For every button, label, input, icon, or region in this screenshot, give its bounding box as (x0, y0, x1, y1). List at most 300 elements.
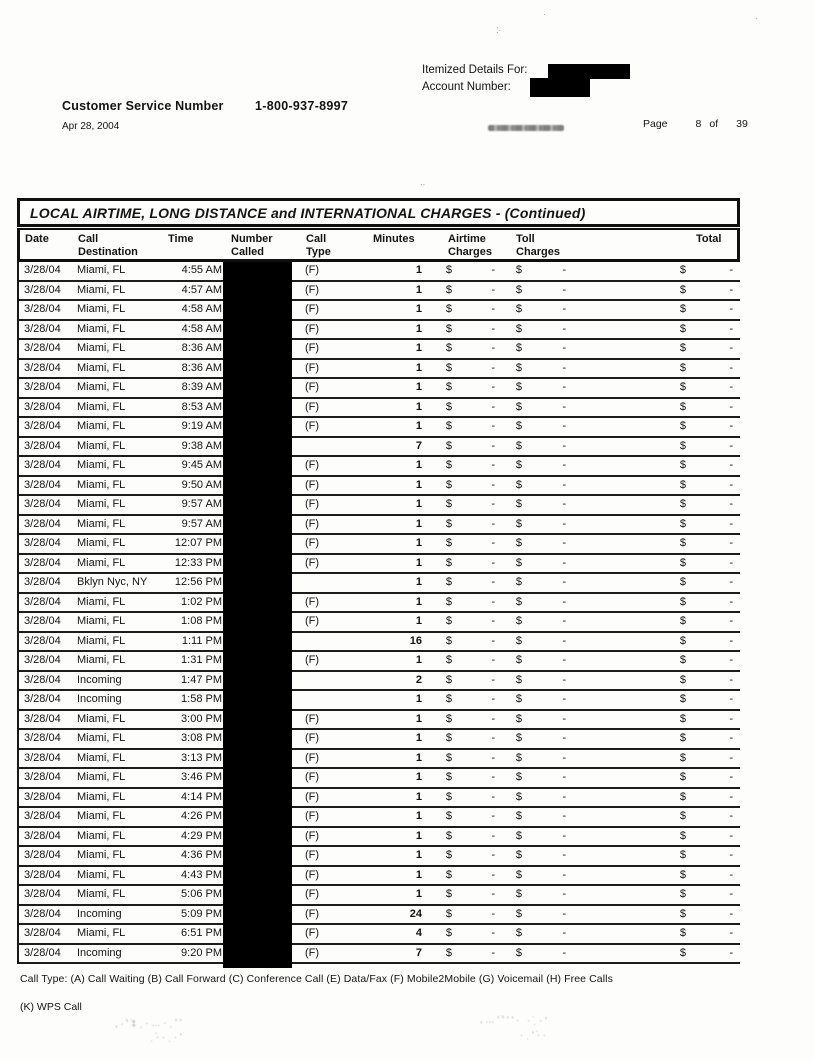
cell-time: 9:50 AM (181, 478, 222, 491)
cell-airtime-currency: $ (445, 712, 452, 725)
cell-toll-currency: $ (515, 946, 522, 959)
call-record-row (19, 360, 740, 380)
cell-airtime-currency: $ (445, 459, 452, 472)
cell-call-type: (F) (305, 595, 320, 608)
cell-toll-charge: - (562, 439, 566, 452)
cell-call-destination: Miami, FL (77, 439, 126, 452)
cell-toll-currency: $ (515, 361, 522, 374)
cell-time: 12:56 PM (174, 576, 222, 589)
cell-minutes: 1 (415, 283, 422, 296)
cell-date: 3/28/04 (24, 322, 61, 335)
cell-minutes: 1 (415, 712, 422, 725)
cell-airtime-charge: - (491, 790, 495, 803)
cell-toll-charge: - (562, 361, 566, 374)
call-record-row (19, 516, 740, 536)
cell-total-currency: $ (679, 829, 686, 842)
cell-call-type: (F) (305, 264, 320, 277)
cell-time: 1:08 PM (181, 615, 222, 628)
cell-call-destination: Miami, FL (77, 634, 126, 647)
cell-date: 3/28/04 (24, 400, 61, 413)
cell-date: 3/28/04 (24, 342, 61, 355)
cell-time: 4:14 PM (181, 790, 222, 803)
cell-time: 4:43 PM (181, 868, 222, 881)
cell-total-charge: - (729, 946, 733, 959)
cell-call-destination: Miami, FL (77, 478, 126, 491)
cell-airtime-charge: - (491, 283, 495, 296)
cell-call-destination: Miami, FL (77, 868, 126, 881)
cell-airtime-charge: - (491, 712, 495, 725)
cell-total-currency: $ (679, 361, 686, 374)
table-rows (17, 262, 740, 964)
call-record-row (19, 379, 740, 399)
cell-time: 3:08 PM (181, 732, 222, 745)
cell-call-destination: Miami, FL (77, 615, 126, 628)
cell-airtime-currency: $ (445, 732, 452, 745)
cell-call-destination: Miami, FL (77, 732, 126, 745)
cell-toll-currency: $ (515, 634, 522, 647)
cell-time: 8:53 AM (181, 400, 222, 413)
cell-airtime-charge: - (491, 264, 495, 277)
cell-total-currency: $ (679, 634, 686, 647)
cell-date: 3/28/04 (24, 712, 61, 725)
cell-call-destination: Miami, FL (77, 381, 126, 394)
call-record-row (19, 652, 740, 672)
cell-minutes: 1 (415, 556, 422, 569)
cell-airtime-charge: - (491, 634, 495, 647)
cell-toll-charge: - (562, 459, 566, 472)
cell-toll-charge: - (562, 771, 566, 784)
cell-date: 3/28/04 (24, 693, 61, 706)
cell-total-currency: $ (679, 420, 686, 433)
cell-call-type: (F) (305, 907, 320, 920)
cell-airtime-charge: - (491, 771, 495, 784)
cell-time: 4:55 AM (181, 264, 222, 277)
cell-airtime-currency: $ (445, 498, 452, 511)
cell-time: 9:45 AM (181, 459, 222, 472)
cell-toll-charge: - (562, 615, 566, 628)
cell-call-destination: Incoming (77, 693, 122, 706)
cell-airtime-charge: - (491, 732, 495, 745)
cell-total-charge: - (729, 771, 733, 784)
cell-call-type: (F) (305, 712, 320, 725)
cell-total-charge: - (729, 615, 733, 628)
cell-toll-charge: - (562, 673, 566, 686)
cell-time: 4:58 AM (181, 303, 222, 316)
cell-call-type: (F) (305, 420, 320, 433)
cell-time: 3:13 PM (181, 751, 222, 764)
cell-total-charge: - (729, 498, 733, 511)
cell-airtime-charge: - (491, 517, 495, 530)
cell-time: 4:36 PM (181, 849, 222, 862)
cell-airtime-charge: - (491, 888, 495, 901)
cell-total-charge: - (729, 751, 733, 764)
cell-toll-currency: $ (515, 927, 522, 940)
call-record-row (19, 808, 740, 828)
cell-time: 8:36 AM (181, 342, 222, 355)
cell-call-type: (F) (305, 498, 320, 511)
cell-airtime-charge: - (491, 615, 495, 628)
cell-time: 1:47 PM (181, 673, 222, 686)
cell-toll-charge: - (562, 576, 566, 589)
cell-airtime-charge: - (491, 420, 495, 433)
cell-toll-charge: - (562, 342, 566, 355)
cell-airtime-charge: - (491, 927, 495, 940)
cell-toll-charge: - (562, 907, 566, 920)
cell-call-type: (F) (305, 888, 320, 901)
cell-airtime-currency: $ (445, 322, 452, 335)
cell-airtime-charge: - (491, 303, 495, 316)
cell-airtime-currency: $ (445, 751, 452, 764)
cell-call-destination: Miami, FL (77, 322, 126, 335)
cell-toll-currency: $ (515, 771, 522, 784)
cell-airtime-charge: - (491, 693, 495, 706)
call-record-row (19, 789, 740, 809)
cell-total-currency: $ (679, 595, 686, 608)
cell-total-currency: $ (679, 946, 686, 959)
cell-minutes: 1 (415, 517, 422, 530)
cell-date: 3/28/04 (24, 537, 61, 550)
cell-total-charge: - (729, 361, 733, 374)
cell-airtime-charge: - (491, 400, 495, 413)
cell-toll-charge: - (562, 420, 566, 433)
cell-toll-currency: $ (515, 654, 522, 667)
call-record-row (19, 886, 740, 906)
cell-call-destination: Miami, FL (77, 829, 126, 842)
cell-call-destination: Miami, FL (77, 420, 126, 433)
cell-call-destination: Miami, FL (77, 556, 126, 569)
cell-call-destination: Miami, FL (77, 517, 126, 530)
cell-call-type: (F) (305, 849, 320, 862)
cell-toll-currency: $ (515, 459, 522, 472)
cell-airtime-charge: - (491, 478, 495, 491)
cell-minutes: 1 (415, 459, 422, 472)
call-record-row (19, 457, 740, 477)
cell-date: 3/28/04 (24, 771, 61, 784)
call-record-row (19, 633, 740, 653)
call-record-row (19, 321, 740, 341)
cell-minutes: 1 (415, 654, 422, 667)
cell-airtime-currency: $ (445, 556, 452, 569)
cell-airtime-currency: $ (445, 810, 452, 823)
cell-total-charge: - (729, 342, 733, 355)
cell-airtime-charge: - (491, 907, 495, 920)
scan-artifact: ·· (420, 180, 426, 189)
call-record-row (19, 613, 740, 633)
cell-total-charge: - (729, 283, 733, 296)
cell-call-destination: Incoming (77, 673, 122, 686)
call-record-row (19, 906, 740, 926)
cell-time: 8:36 AM (181, 361, 222, 374)
cell-toll-currency: $ (515, 517, 522, 530)
cell-total-currency: $ (679, 342, 686, 355)
cell-time: 3:00 PM (181, 712, 222, 725)
cell-call-type: (F) (305, 322, 320, 335)
cell-total-charge: - (729, 303, 733, 316)
cell-time: 1:02 PM (181, 595, 222, 608)
cell-time: 12:33 PM (174, 556, 222, 569)
scan-artifact: ˌ·ֿ·ˌ·ʹ (150, 1032, 185, 1042)
cell-total-currency: $ (679, 849, 686, 862)
cell-minutes: 1 (415, 868, 422, 881)
cell-airtime-charge: - (491, 342, 495, 355)
col-header-destination: Call Destination (78, 233, 138, 258)
call-record-row (19, 867, 740, 887)
cell-airtime-charge: - (491, 381, 495, 394)
cell-toll-currency: $ (515, 400, 522, 413)
cell-airtime-currency: $ (445, 517, 452, 530)
call-record-row (19, 925, 740, 945)
redaction-box-account-number (530, 78, 590, 97)
call-record-row (19, 847, 740, 867)
cell-time: 9:20 PM (181, 946, 222, 959)
cell-total-charge: - (729, 829, 733, 842)
cell-time: 6:51 PM (181, 927, 222, 940)
cell-date: 3/28/04 (24, 517, 61, 530)
cell-call-destination: Miami, FL (77, 537, 126, 550)
cell-date: 3/28/04 (24, 849, 61, 862)
cell-call-destination: Miami, FL (77, 400, 126, 413)
call-record-row (19, 535, 740, 555)
cell-airtime-currency: $ (445, 849, 452, 862)
cell-call-destination: Miami, FL (77, 264, 126, 277)
call-record-row (19, 262, 740, 282)
cell-minutes: 1 (415, 732, 422, 745)
cell-date: 3/28/04 (24, 498, 61, 511)
cell-call-type: (F) (305, 654, 320, 667)
cell-toll-charge: - (562, 927, 566, 940)
cell-minutes: 1 (415, 381, 422, 394)
cell-time: 4:57 AM (181, 283, 222, 296)
cell-call-type: (F) (305, 732, 320, 745)
cell-total-currency: $ (679, 517, 686, 530)
cell-total-charge: - (729, 927, 733, 940)
cell-toll-charge: - (562, 595, 566, 608)
cell-toll-charge: - (562, 790, 566, 803)
cell-total-currency: $ (679, 771, 686, 784)
cell-total-charge: - (729, 400, 733, 413)
cell-total-currency: $ (679, 478, 686, 491)
cell-total-currency: $ (679, 459, 686, 472)
itemized-details-label: Itemized Details For: (422, 64, 528, 76)
cell-total-charge: - (729, 556, 733, 569)
page-of-label: of (709, 118, 719, 130)
cell-total-currency: $ (679, 751, 686, 764)
page-number: 8 (695, 118, 702, 130)
account-number-label: Account Number: (422, 81, 511, 93)
cell-airtime-currency: $ (445, 478, 452, 491)
cell-toll-currency: $ (515, 342, 522, 355)
cell-toll-currency: $ (515, 693, 522, 706)
page-label: Page (643, 118, 668, 130)
cell-date: 3/28/04 (24, 420, 61, 433)
cell-time: 12:07 PM (174, 537, 222, 550)
cell-toll-charge: - (562, 849, 566, 862)
cell-minutes: 1 (415, 693, 422, 706)
cell-toll-currency: $ (515, 498, 522, 511)
cell-call-destination: Incoming (77, 946, 122, 959)
cell-minutes: 1 (415, 595, 422, 608)
customer-service-label: Customer Service Number (62, 99, 224, 113)
cell-airtime-currency: $ (445, 361, 452, 374)
cell-total-charge: - (729, 478, 733, 491)
cell-date: 3/28/04 (24, 381, 61, 394)
cell-total-currency: $ (679, 498, 686, 511)
cell-total-currency: $ (679, 654, 686, 667)
cell-minutes: 1 (415, 615, 422, 628)
cell-toll-charge: - (562, 829, 566, 842)
cell-total-currency: $ (679, 615, 686, 628)
cell-total-charge: - (729, 517, 733, 530)
cell-date: 3/28/04 (24, 868, 61, 881)
cell-toll-charge: - (562, 654, 566, 667)
cell-call-destination: Miami, FL (77, 790, 126, 803)
cell-date: 3/28/04 (24, 615, 61, 628)
cell-airtime-currency: $ (445, 888, 452, 901)
call-record-row (19, 594, 740, 614)
cell-total-currency: $ (679, 712, 686, 725)
cell-total-currency: $ (679, 556, 686, 569)
cell-toll-currency: $ (515, 322, 522, 335)
cell-airtime-currency: $ (445, 771, 452, 784)
cell-date: 3/28/04 (24, 927, 61, 940)
cell-call-type: (F) (305, 537, 320, 550)
cell-minutes: 7 (415, 439, 422, 452)
scan-artifact: ,·ʹֿ‡ֿˌ·…·ˌ′ʹ (114, 1017, 185, 1029)
cell-toll-currency: $ (515, 576, 522, 589)
cell-airtime-currency: $ (445, 654, 452, 667)
cell-toll-currency: $ (515, 907, 522, 920)
cell-date: 3/28/04 (24, 556, 61, 569)
call-record-row (19, 555, 740, 575)
cell-total-charge: - (729, 381, 733, 394)
cell-call-destination: Miami, FL (77, 751, 126, 764)
call-type-legend: Call Type: (A) Call Waiting (B) Call Forward (C) Conference Call (E) Data/Fax (F) Mobile2Mobile (G) Voicemail (H) Free Calls (20, 973, 613, 985)
cell-toll-charge: - (562, 556, 566, 569)
cell-call-type: (F) (305, 829, 320, 842)
cell-airtime-charge: - (491, 537, 495, 550)
cell-total-currency: $ (679, 790, 686, 803)
cell-time: 3:46 PM (181, 771, 222, 784)
cell-call-type: (F) (305, 946, 320, 959)
cell-call-type: (F) (305, 342, 320, 355)
col-header-call-type: Call Type (306, 233, 331, 258)
cell-date: 3/28/04 (24, 264, 61, 277)
call-record-row (19, 438, 740, 458)
scan-artifact: ·ˌʹ·ֿ· (520, 1030, 549, 1040)
cell-total-charge: - (729, 654, 733, 667)
cell-airtime-currency: $ (445, 634, 452, 647)
cell-total-currency: $ (679, 927, 686, 940)
cell-airtime-currency: $ (445, 907, 452, 920)
cell-date: 3/28/04 (24, 459, 61, 472)
cell-minutes: 1 (415, 361, 422, 374)
cell-total-currency: $ (679, 400, 686, 413)
cell-toll-charge: - (562, 868, 566, 881)
cell-call-type: (F) (305, 381, 320, 394)
cell-total-currency: $ (679, 868, 686, 881)
cell-minutes: 1 (415, 790, 422, 803)
cell-call-destination: Miami, FL (77, 595, 126, 608)
cell-date: 3/28/04 (24, 751, 61, 764)
cell-call-destination: Miami, FL (77, 498, 126, 511)
scan-artifact: · (755, 14, 758, 23)
cell-airtime-currency: $ (445, 615, 452, 628)
table-title-text: LOCAL AIRTIME, LONG DISTANCE and INTERNATIONAL CHARGES - (Continued) (30, 204, 586, 221)
cell-toll-charge: - (562, 400, 566, 413)
cell-call-type: (F) (305, 517, 320, 530)
smudged-text-artifact (488, 125, 564, 131)
cell-toll-currency: $ (515, 712, 522, 725)
cell-total-currency: $ (679, 322, 686, 335)
call-record-row (19, 945, 740, 965)
cell-toll-charge: - (562, 693, 566, 706)
cell-minutes: 1 (415, 537, 422, 550)
cell-time: 9:57 AM (181, 517, 222, 530)
cell-toll-currency: $ (515, 810, 522, 823)
call-record-row (19, 477, 740, 497)
cell-toll-currency: $ (515, 849, 522, 862)
cell-time: 1:58 PM (181, 693, 222, 706)
cell-call-destination: Miami, FL (77, 927, 126, 940)
cell-date: 3/28/04 (24, 283, 61, 296)
cell-date: 3/28/04 (24, 829, 61, 842)
cell-toll-currency: $ (515, 381, 522, 394)
cell-airtime-currency: $ (445, 673, 452, 686)
cell-call-type: (F) (305, 459, 320, 472)
cell-time: 8:39 AM (181, 381, 222, 394)
cell-call-destination: Miami, FL (77, 771, 126, 784)
call-record-row (19, 711, 740, 731)
cell-minutes: 1 (415, 771, 422, 784)
cell-toll-charge: - (562, 381, 566, 394)
cell-airtime-charge: - (491, 868, 495, 881)
cell-toll-currency: $ (515, 732, 522, 745)
cell-total-charge: - (729, 888, 733, 901)
cell-toll-charge: - (562, 517, 566, 530)
cell-total-charge: - (729, 790, 733, 803)
cell-toll-currency: $ (515, 264, 522, 277)
cell-minutes: 1 (415, 810, 422, 823)
cell-total-charge: - (729, 732, 733, 745)
cell-date: 3/28/04 (24, 478, 61, 491)
cell-total-charge: - (729, 712, 733, 725)
cell-minutes: 24 (409, 907, 422, 920)
cell-toll-currency: $ (515, 868, 522, 881)
cell-time: 9:57 AM (181, 498, 222, 511)
cell-date: 3/28/04 (24, 361, 61, 374)
cell-total-charge: - (729, 868, 733, 881)
cell-minutes: 1 (415, 420, 422, 433)
cell-airtime-charge: - (491, 459, 495, 472)
cell-total-currency: $ (679, 888, 686, 901)
cell-airtime-currency: $ (445, 303, 452, 316)
cell-toll-currency: $ (515, 556, 522, 569)
call-record-row (19, 730, 740, 750)
col-header-number-called: Number Called (231, 233, 273, 258)
table-title (17, 198, 740, 227)
cell-date: 3/28/04 (24, 576, 61, 589)
cell-total-currency: $ (679, 732, 686, 745)
customer-service-number: 1-800-937-8997 (255, 99, 349, 113)
cell-call-type: (F) (305, 790, 320, 803)
cell-total-charge: - (729, 673, 733, 686)
col-header-airtime-charges: Airtime Charges (448, 233, 493, 258)
cell-time: 4:29 PM (181, 829, 222, 842)
cell-toll-charge: - (562, 264, 566, 277)
cell-call-type: (F) (305, 615, 320, 628)
table-column-headers (17, 228, 740, 262)
cell-total-currency: $ (679, 673, 686, 686)
